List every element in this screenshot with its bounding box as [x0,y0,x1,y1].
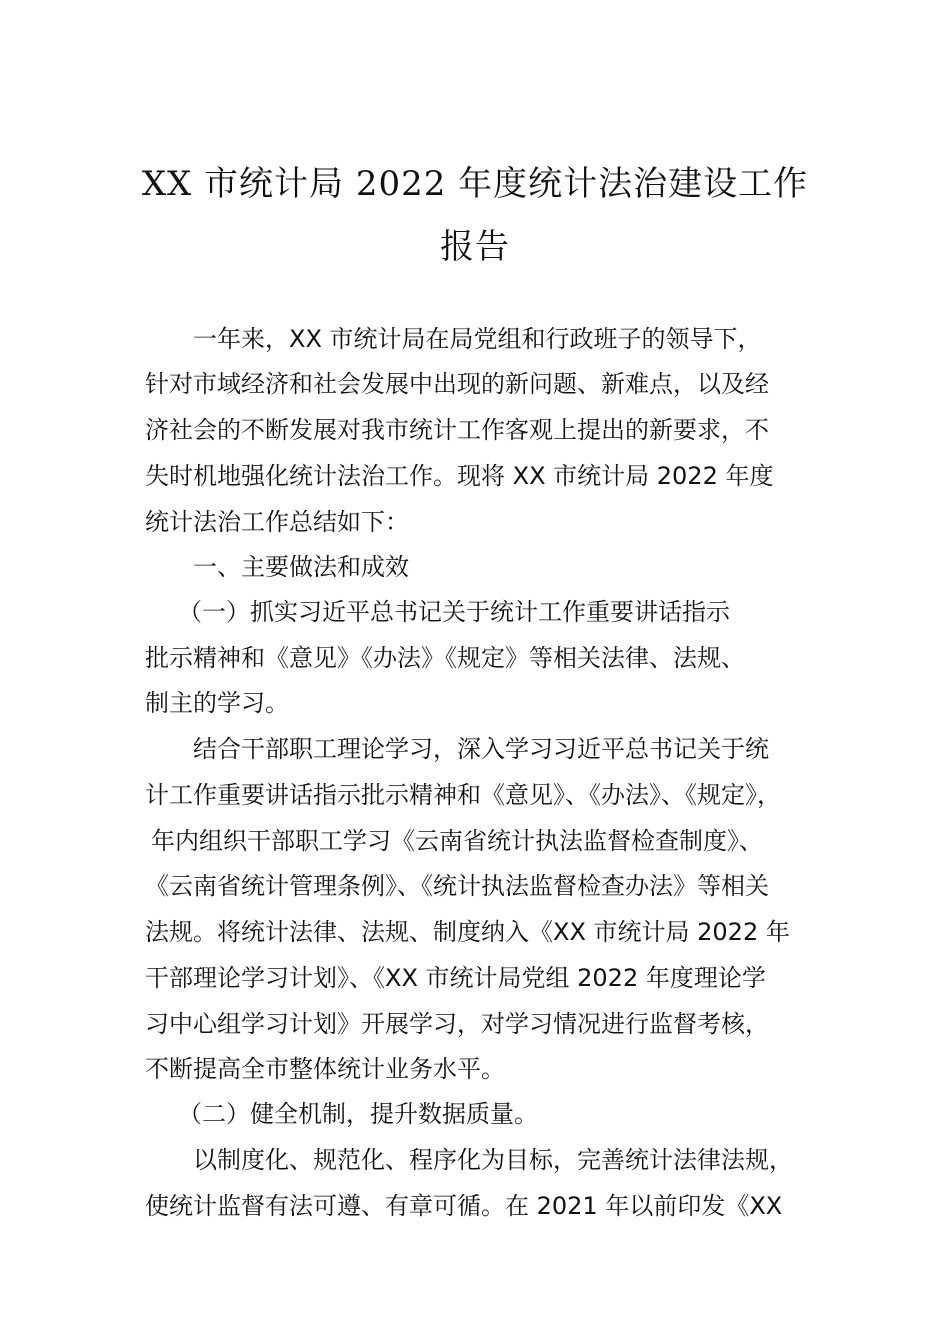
paragraph-line: 法规。将统计法律、法规、制度纳入《XX 市统计局 2022 年 [145,918,790,946]
subsection-heading: （一）抓实习近平总书记关于统计工作重要讲话指示 [178,598,730,626]
paragraph-line: 习中心组学习计划》开展学习，对学习情况进行监督考核， [145,1010,769,1038]
paragraph-line: 失时机地强化统计法治工作。现将 XX 市统计局 2022 年度 [145,462,774,490]
document-title-line-2: 报告 [440,227,510,267]
paragraph-line: 一年来，XX 市统计局在局党组和行政班子的领导下， [193,325,762,353]
paragraph-line: 不断提高全市整体统计业务水平。 [145,1055,505,1083]
paragraph-line: 济社会的不断发展对我市统计工作客观上提出的新要求，不 [145,416,769,444]
subsection-heading: （二）健全机制，提升数据质量。 [178,1100,538,1128]
paragraph-line: 使统计监督有法可遵、有章可循。在 2021 年以前印发《XX [145,1192,783,1220]
paragraph-line: 针对市域经济和社会发展中出现的新问题、新难点，以及经 [145,370,769,398]
paragraph-line: 以制度化、规范化、程序化为目标，完善统计法律法规， [193,1146,793,1174]
paragraph-line: 年内组织干部职工学习《云南省统计执法监督检查制度》、 [151,827,763,855]
section-heading: 一、主要做法和成效 [193,553,409,581]
paragraph-line: 干部理论学习计划》、《XX 市统计局党组 2022 年度理论学 [145,964,766,992]
paragraph-line: 计工作重要讲话指示批示精神和《意见》、《办法》、《规定》， [145,781,781,809]
paragraph-line: 《云南省统计管理条例》、《统计执法监督检查办法》等相关 [145,872,769,900]
subsection-heading-line: 批示精神和《意见》《办法》《规定》等相关法律、法规、 [145,644,745,672]
paragraph-line: 统计法治工作总结如下： [145,508,409,536]
paragraph-line: 结合干部职工理论学习，深入学习习近平总书记关于统 [193,735,769,763]
document-title-line-1: XX 市统计局 2022 年度统计法治建设工作 [141,164,809,204]
subsection-heading-line: 制主的学习。 [145,689,289,717]
